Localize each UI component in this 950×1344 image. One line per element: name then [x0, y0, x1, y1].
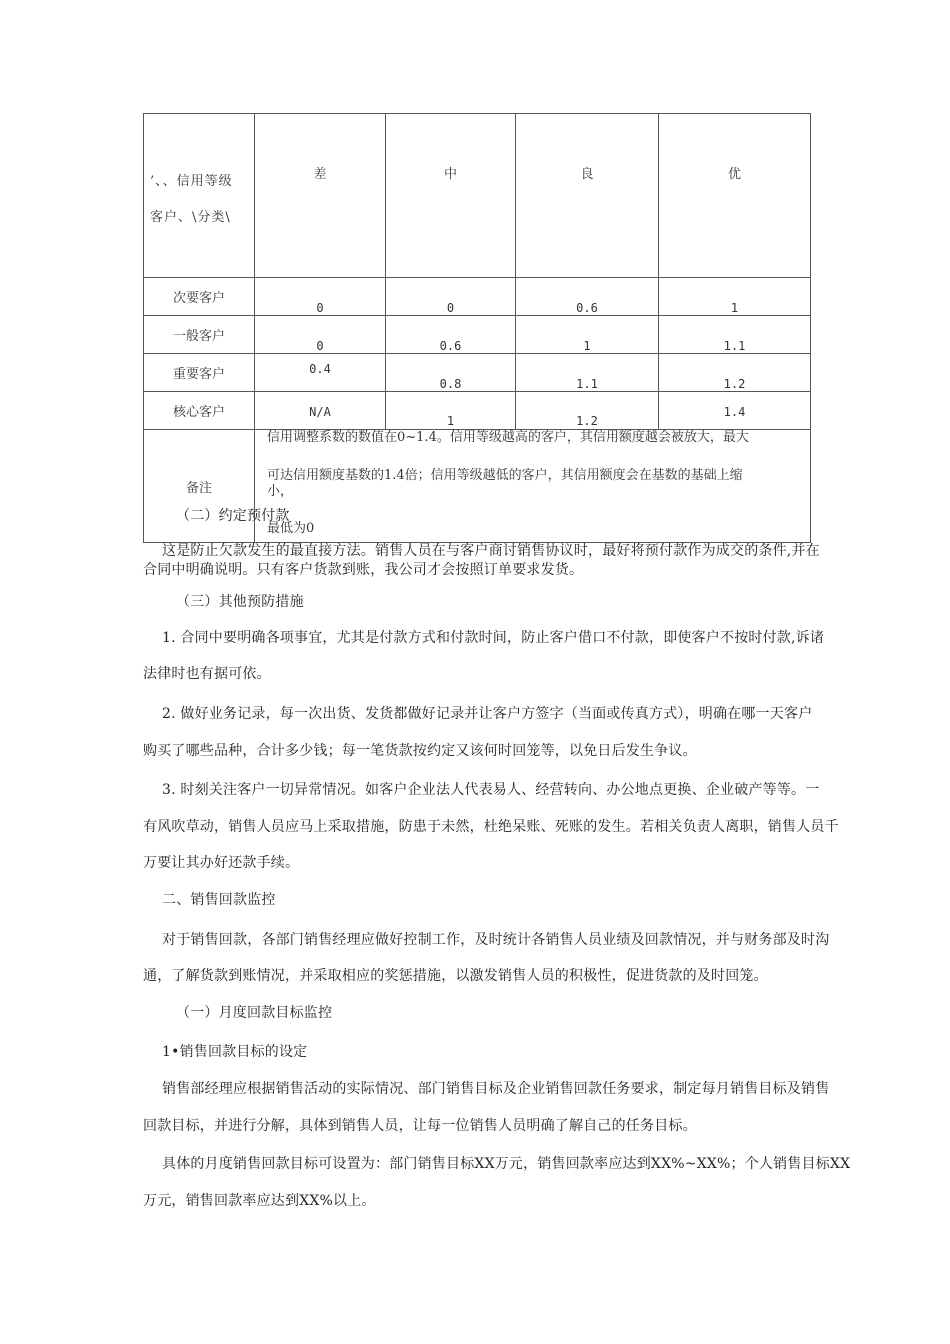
table-cell — [659, 278, 811, 316]
cell-value: 0 — [446, 301, 455, 315]
grade-header: 中 — [386, 114, 516, 278]
note-line: 信用调整系数的数值在0~1.4。信用等级越高的客户，其信用额度越会被放大，最大 — [267, 430, 749, 445]
cell-value: 1.2 — [723, 377, 746, 391]
row-label: 重要客户 — [144, 354, 255, 392]
section-heading-monthly: （一）月度回款目标监控 — [176, 1005, 333, 1021]
section-heading-monitor: 二、销售回款监控 — [162, 892, 276, 908]
paragraph-line: 2. 做好业务记录，每一次出货、发货都做好记录并让客户方签字（当面或传真方式），明确在哪一天客户 — [162, 706, 813, 722]
table-row — [144, 278, 811, 316]
cell-value: 1 — [446, 414, 455, 428]
table-cell — [516, 354, 659, 392]
table-row — [144, 354, 811, 392]
note-label: 备注 — [144, 430, 255, 543]
table-cell — [516, 316, 659, 354]
note-line: 可达信用额度基数的1.4倍；信用等级越低的客户，其信用额度会在基数的基础上缩 — [267, 468, 743, 483]
paragraph-line: 销售部经理应根据销售活动的实际情况、部门销售目标及企业销售回款任务要求，制定每月销售目标及销售 — [162, 1081, 830, 1097]
paragraph-line: 1. 合同中要明确各项事宜，尤其是付款方式和付款时间，防止客户借口不付款，即使客户不按时付款,诉诸 — [162, 630, 825, 646]
paragraph-line: 具体的月度销售回款目标可设置为：部门销售目标XX万元，销售回款率应达到XX%~XX%；个人销售目标XX — [162, 1156, 851, 1172]
cell-value: N/A — [309, 405, 331, 419]
cell-value: 1 — [730, 301, 739, 315]
table-cell — [255, 316, 386, 354]
subheading-target: 1•销售回款目标的设定 — [162, 1044, 308, 1060]
table-cell — [386, 278, 516, 316]
table-cell — [255, 392, 386, 430]
cell-value: 0.4 — [309, 362, 331, 376]
note-line: 小， — [267, 484, 294, 499]
section-heading-other: （三）其他预防措施 — [176, 594, 304, 610]
cell-value: 0 — [316, 301, 324, 315]
table-header-row — [144, 114, 811, 278]
cell-value: 1 — [583, 339, 591, 353]
cell-value: 1.1 — [723, 339, 746, 353]
cell-value: 1.4 — [723, 405, 746, 419]
row-label: 次要客户 — [144, 278, 255, 316]
table-cell — [386, 392, 516, 430]
table-cell — [255, 354, 386, 392]
cell-value: 1.2 — [576, 414, 598, 428]
paragraph-line: 通，了解货款到账情况，并采取相应的奖惩措施，以激发销售人员的积极性，促进货款的及时回笼。 — [143, 968, 768, 984]
cell-value: 0.6 — [576, 301, 598, 315]
section-heading-prepay: （二）约定预付款 — [176, 508, 290, 524]
corner-label-category: 客户、\分类\ — [150, 210, 231, 225]
paragraph-line: 有风吹草动，销售人员应马上采取措施，防患于未然，杜绝呆账、死账的发生。若相关负责人离职，销售人员千 — [143, 819, 839, 835]
paragraph-line: 万要让其办好还款手续。 — [143, 855, 300, 871]
corner-label-grade: ’、、信用等级 — [150, 174, 233, 189]
table-row — [144, 316, 811, 354]
row-label: 核心客户 — [144, 392, 255, 430]
cell-value: 0.8 — [439, 377, 462, 391]
table-cell — [659, 354, 811, 392]
credit-adjustment-table — [143, 113, 811, 543]
table-cell — [516, 392, 659, 430]
table-corner-cell — [144, 114, 255, 278]
paragraph-line: 合同中明确说明。只有客户货款到账，我公司才会按照订单要求发货。 — [143, 562, 584, 578]
note-cell — [255, 430, 811, 543]
paragraph-line: 对于销售回款，各部门销售经理应做好控制工作，及时统计各销售人员业绩及回款情况，并与财务部及时沟 — [162, 932, 830, 948]
table-cell — [516, 278, 659, 316]
table-row — [144, 392, 811, 430]
cell-value: 0 — [316, 339, 324, 353]
grade-header: 优 — [659, 114, 811, 278]
paragraph-line: 回款目标，并进行分解，具体到销售人员，让每一位销售人员明确了解自己的任务目标。 — [143, 1118, 697, 1134]
table-cell — [255, 278, 386, 316]
table-cell — [659, 392, 811, 430]
paragraph-line: 这是防止欠款发生的最直接方法。销售人员在与客户商讨销售协议时，最好将预付款作为成交的条件,并在 — [162, 543, 820, 559]
table-cell — [386, 354, 516, 392]
table-cell — [659, 316, 811, 354]
row-label: 一般客户 — [144, 316, 255, 354]
paragraph-line: 购买了哪些品种，合计多少钱；每一笔货款按约定又该何时回笼等，以免日后发生争议。 — [143, 743, 697, 759]
cell-value: 1.1 — [576, 377, 598, 391]
paragraph-line: 法律时也有据可依。 — [143, 666, 271, 682]
paragraph-line: 3. 时刻关注客户一切异常情况。如客户企业法人代表易人、经营转向、办公地点更换、企业破产等等。一 — [162, 782, 820, 798]
paragraph-line: 万元，销售回款率应达到XX%以上。 — [143, 1193, 376, 1209]
note-line: 最低为0 — [267, 521, 315, 536]
grade-header: 差 — [255, 114, 386, 278]
cell-value: 0.6 — [439, 339, 462, 353]
table-cell — [386, 316, 516, 354]
grade-header: 良 — [516, 114, 659, 278]
